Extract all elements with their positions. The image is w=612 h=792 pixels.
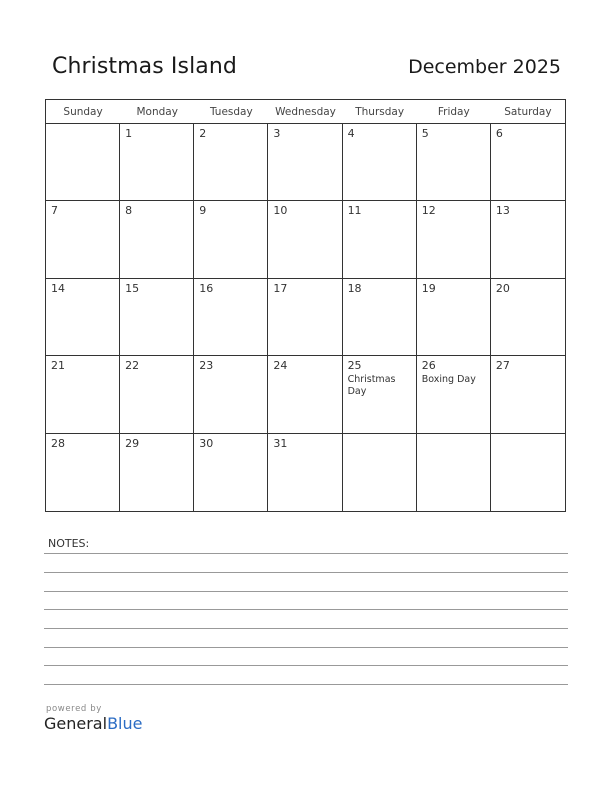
day-number: 31 bbox=[273, 436, 288, 450]
day-cell bbox=[46, 356, 120, 433]
day-number: 2 bbox=[199, 127, 207, 140]
weekday-header: Sunday bbox=[46, 100, 120, 124]
day-cell bbox=[194, 124, 268, 201]
day-number: 22 bbox=[125, 359, 140, 373]
weekday-header: Monday bbox=[120, 100, 194, 124]
day-number: 28 bbox=[51, 436, 65, 450]
notes-line bbox=[44, 591, 568, 592]
day-cell bbox=[268, 201, 342, 278]
weekday-header: Saturday bbox=[491, 100, 565, 124]
day-number: 14 bbox=[51, 281, 65, 295]
weekday-header: Tuesday bbox=[194, 100, 268, 124]
weekday-header: Thursday bbox=[343, 100, 417, 124]
day-number: 13 bbox=[495, 204, 510, 218]
day-cell bbox=[194, 434, 268, 511]
day-number: 6 bbox=[495, 127, 503, 140]
day-cell bbox=[417, 201, 491, 278]
holiday-label: Boxing Day bbox=[421, 374, 476, 386]
day-cell bbox=[46, 201, 120, 278]
brand-general-text: General bbox=[44, 714, 108, 733]
notes-line bbox=[44, 572, 568, 573]
day-number: 12 bbox=[421, 204, 436, 218]
notes-label: NOTES: bbox=[48, 537, 90, 550]
day-cell bbox=[194, 201, 268, 278]
day-cell bbox=[491, 279, 565, 356]
notes-line bbox=[44, 665, 568, 666]
day-cell bbox=[268, 434, 342, 511]
day-number: 4 bbox=[347, 127, 355, 140]
brand-name bbox=[44, 714, 142, 733]
day-number: 25 bbox=[347, 359, 362, 373]
notes-line bbox=[44, 684, 568, 685]
day-number: 11 bbox=[347, 204, 362, 218]
day-cell bbox=[417, 124, 491, 201]
day-cell bbox=[268, 356, 342, 433]
weekday-header: Friday bbox=[417, 100, 491, 124]
day-cell bbox=[194, 279, 268, 356]
day-cell bbox=[120, 124, 194, 201]
day-cell bbox=[46, 434, 120, 511]
day-number: 21 bbox=[51, 359, 65, 373]
day-cell bbox=[343, 124, 417, 201]
day-cell bbox=[194, 356, 268, 433]
holiday-label: Christmas Day bbox=[347, 374, 396, 398]
powered-by-text: powered by bbox=[46, 704, 102, 714]
day-number: 23 bbox=[199, 359, 214, 373]
day-number: 9 bbox=[199, 204, 207, 218]
day-number: 10 bbox=[273, 204, 288, 218]
day-number: 8 bbox=[125, 204, 133, 218]
month-title: December 2025 bbox=[408, 56, 561, 78]
day-cell bbox=[268, 279, 342, 356]
day-cell bbox=[343, 279, 417, 356]
day-cell bbox=[120, 434, 194, 511]
day-number: 15 bbox=[125, 281, 140, 295]
day-cell bbox=[120, 201, 194, 278]
day-number: 27 bbox=[495, 359, 510, 373]
brand-blue-text: Blue bbox=[107, 714, 143, 733]
day-number: 16 bbox=[199, 281, 214, 295]
day-cell bbox=[417, 279, 491, 356]
calendar-grid bbox=[45, 99, 566, 512]
page-title: Christmas Island bbox=[52, 54, 237, 79]
day-number: 19 bbox=[421, 281, 436, 295]
notes-line bbox=[44, 628, 568, 629]
day-number: 7 bbox=[51, 204, 58, 218]
day-cell bbox=[417, 434, 491, 511]
notes-line bbox=[44, 609, 568, 610]
day-cell bbox=[491, 124, 565, 201]
day-cell bbox=[343, 356, 417, 433]
day-cell bbox=[46, 124, 120, 201]
day-cell bbox=[46, 279, 120, 356]
day-number: 26 bbox=[421, 359, 436, 373]
day-number: 17 bbox=[273, 281, 288, 295]
day-number: 29 bbox=[125, 436, 140, 450]
day-number: 20 bbox=[495, 281, 510, 295]
day-cell bbox=[417, 356, 491, 433]
day-number: 1 bbox=[125, 127, 133, 140]
day-number: 5 bbox=[421, 127, 429, 140]
day-cell bbox=[343, 201, 417, 278]
day-number: 18 bbox=[347, 281, 362, 295]
day-number: 3 bbox=[273, 127, 281, 140]
day-cell bbox=[491, 434, 565, 511]
weekday-header: Wednesday bbox=[268, 100, 342, 124]
day-cell bbox=[343, 434, 417, 511]
day-cell bbox=[120, 356, 194, 433]
day-number: 24 bbox=[273, 359, 288, 373]
day-cell bbox=[491, 356, 565, 433]
notes-line bbox=[44, 553, 568, 554]
notes-line bbox=[44, 647, 568, 648]
day-cell bbox=[120, 279, 194, 356]
brand-logo bbox=[44, 704, 142, 733]
day-cell bbox=[491, 201, 565, 278]
day-cell bbox=[268, 124, 342, 201]
day-number: 30 bbox=[199, 436, 214, 450]
